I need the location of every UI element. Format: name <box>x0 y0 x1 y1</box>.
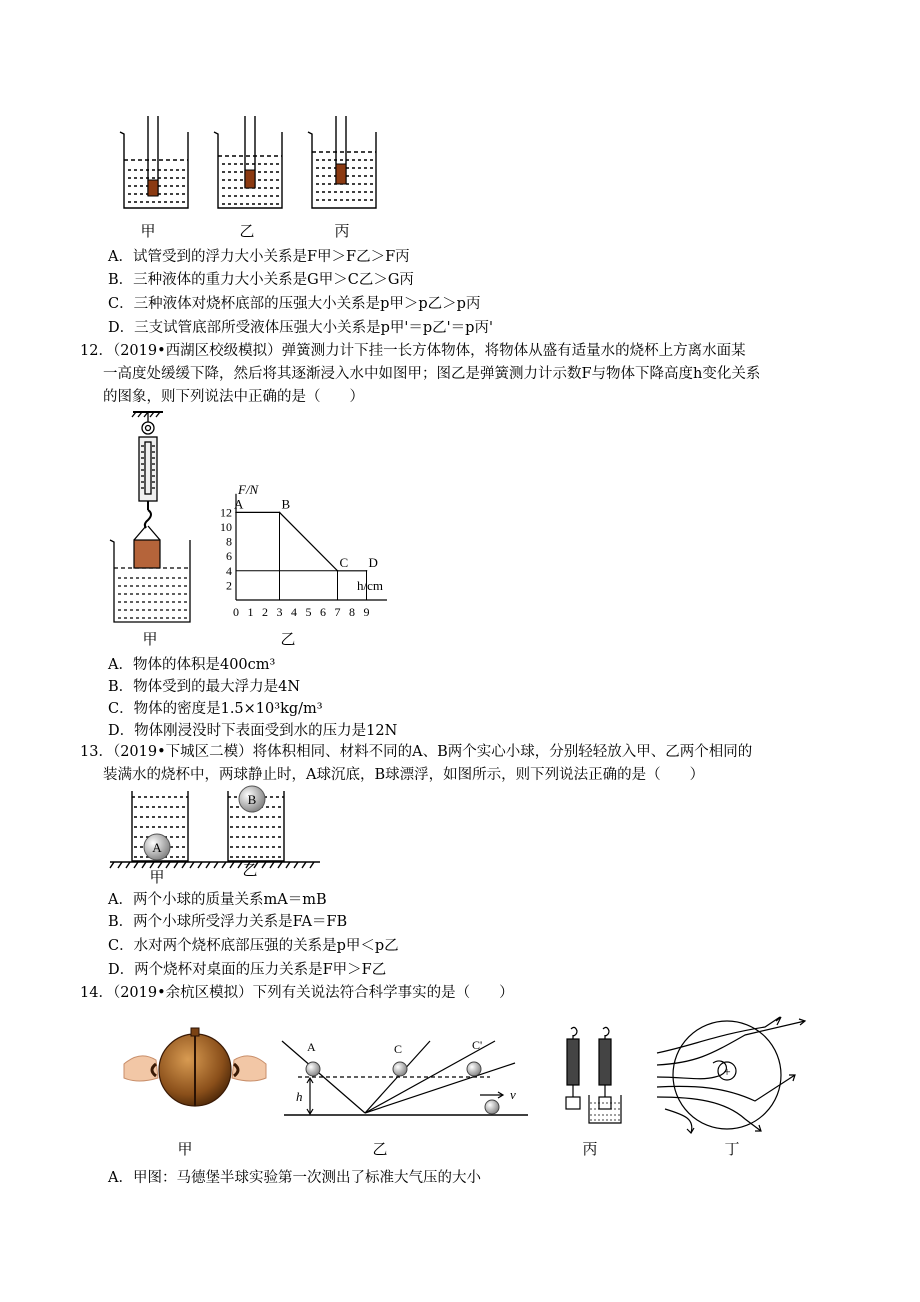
y-tick-label: 8 <box>226 534 232 549</box>
data-point <box>235 512 237 514</box>
y-tick-label: 4 <box>226 563 232 578</box>
q14-point-c-prime: C' <box>472 1038 483 1052</box>
y-tick-label: 2 <box>226 578 232 593</box>
point-label-a: A <box>234 496 244 512</box>
q11-label-yi: 乙 <box>239 222 255 240</box>
q14-h-label: h <box>296 1089 303 1104</box>
q13-option-d: D．两个烧杯对桌面的压力关系是F甲＞F乙 <box>108 962 387 978</box>
q12-stem-line-1: 12．（2019•西湖区校级模拟）弹簧测力计下挂一长方体物体，将物体从盛有适量水的烧杯上方离水面某 <box>80 343 746 359</box>
q13-stem-line-2: 装满水的烧杯中，两球静止时，A球沉底，B球漂浮，如图所示，则下列说法正确的是（ ） <box>103 767 705 783</box>
q13-beakers-figure <box>110 785 325 870</box>
q12-option-b: B．物体受到的最大浮力是4N <box>108 679 301 695</box>
q12-label-yi: 乙 <box>280 630 296 648</box>
q11-option-b: B．三种液体的重力大小关系是G甲＞C乙＞G丙 <box>108 272 414 288</box>
data-point <box>279 512 281 514</box>
x-tick-label: 8 <box>349 605 355 619</box>
q13-option-b: B．两个小球所受浮力关系是FA＝FB <box>108 914 348 930</box>
point-label-b: B <box>281 496 291 512</box>
data-point <box>337 570 339 572</box>
q12-label-jia: 甲 <box>142 630 158 648</box>
q11-label-bing: 丙 <box>334 222 350 240</box>
q14-label-jia: 甲 <box>177 1140 193 1158</box>
x-tick-label: 3 <box>276 605 283 619</box>
q14-label-yi: 乙 <box>372 1140 388 1158</box>
q11-option-a: A．试管受到的浮力大小关系是F甲＞F乙＞F丙 <box>108 249 410 265</box>
q14-nucleus-plus: + <box>723 1064 731 1079</box>
x-tick-label: 6 <box>320 605 326 619</box>
q12-stem-line-2: 一高度处缓缓下降，然后将其逐渐浸入水中如图甲；图乙是弹簧测力计示数F与物体下降高度h变化关系 <box>103 366 761 382</box>
point-label-c: C <box>339 554 349 570</box>
q14-label-ding: 丁 <box>724 1140 740 1158</box>
q13-stem-line-1: 13．（2019•下城区二模）将体积相同、材料不同的A、B两个实心小球，分别轻轻放入甲、乙两个相同的 <box>80 744 753 760</box>
x-tick-label: 5 <box>305 605 312 619</box>
q14-incline-figure <box>280 1035 530 1125</box>
y-tick-label: 10 <box>220 520 232 534</box>
x-tick-label: 2 <box>262 605 268 619</box>
q13-label-jia: 甲 <box>149 868 165 886</box>
q13-ball-b-label: B <box>247 792 257 807</box>
point-label-d: D <box>368 554 378 570</box>
q14-v-label: v <box>510 1087 516 1102</box>
q12-stem-line-3: 的图象，则下列说法中正确的是（ ） <box>103 389 364 405</box>
q13-option-a: A．两个小球的质量关系mA＝mB <box>108 892 327 908</box>
q14-magdeburg-figure <box>120 1020 270 1120</box>
q11-option-c: C．三种液体对烧杯底部的压强大小关系是p甲＞p乙＞p丙 <box>108 296 481 312</box>
q13-option-c: C．水对两个烧杯底部压强的关系是p甲＜p乙 <box>108 938 399 954</box>
q11-option-d: D．三支试管底部所受液体压强大小关系是p甲'＝p乙'＝p丙' <box>108 320 493 336</box>
q12-option-c: C．物体的密度是1.5×10³kg/m³ <box>108 701 323 717</box>
x-tick-label: 0 <box>233 605 239 619</box>
q14-label-bing: 丙 <box>582 1140 598 1158</box>
q12-force-height-chart <box>210 465 450 630</box>
q12-spring-balance-figure <box>108 410 198 625</box>
q14-option-a: A．甲图：马德堡半球实验第一次测出了标准大气压的大小 <box>108 1170 481 1186</box>
q14-point-a: A <box>307 1040 316 1054</box>
q14-spring-scales-figure <box>555 1025 630 1130</box>
data-point <box>366 570 368 572</box>
x-tick-label: 7 <box>334 605 341 619</box>
y-axis-label: F/N <box>238 481 259 497</box>
q13-label-yi: 乙 <box>242 861 258 879</box>
q11-label-jia: 甲 <box>140 222 156 240</box>
q12-option-d: D．物体刚浸没时下表面受到水的压力是12N <box>108 723 398 739</box>
q14-scattering-figure <box>655 1015 810 1135</box>
y-tick-label: 12 <box>220 505 232 520</box>
q12-option-a: A．物体的体积是400cm³ <box>108 657 276 673</box>
q13-ball-a-label: A <box>152 840 162 855</box>
x-tick-label: 1 <box>247 605 254 619</box>
q14-point-c: C <box>394 1042 403 1056</box>
x-axis-label: h/cm <box>357 578 383 593</box>
q11-beakers-figure <box>118 112 408 217</box>
q14-stem: 14．（2019•余杭区模拟）下列有关说法符合科学事实的是（ ） <box>80 985 514 1001</box>
x-tick-label: 4 <box>291 605 297 619</box>
y-tick-label: 6 <box>226 549 232 564</box>
x-tick-label: 9 <box>363 605 370 619</box>
